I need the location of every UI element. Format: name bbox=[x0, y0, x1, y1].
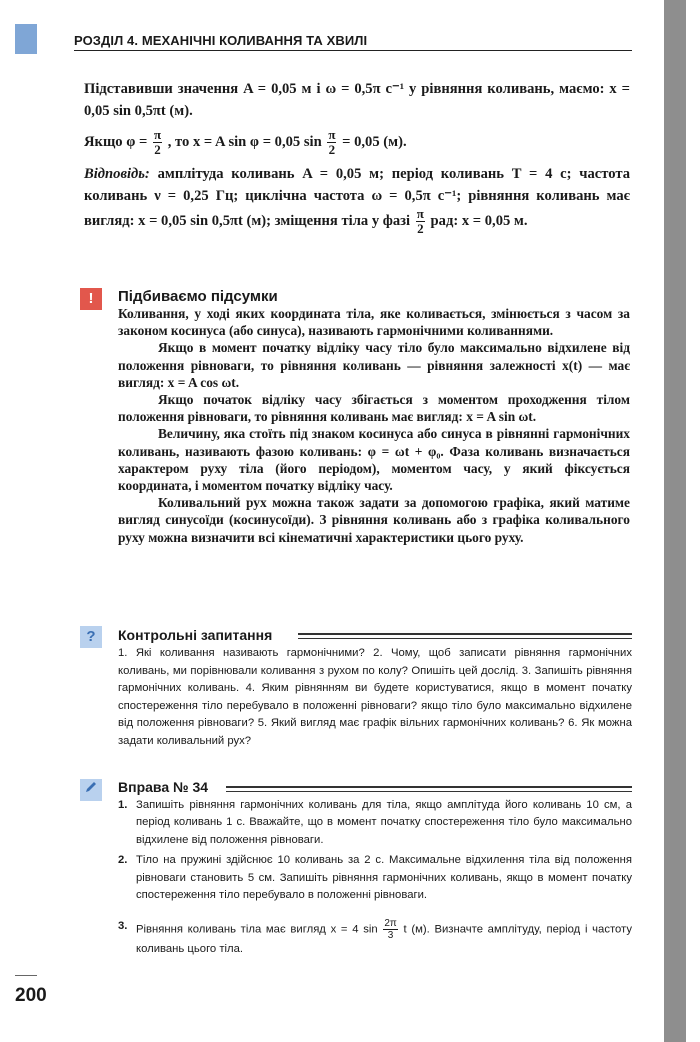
chapter-marker bbox=[15, 24, 37, 54]
example-p2-part-c: = 0,05 (м). bbox=[342, 133, 407, 150]
example-p2-part-b: , то x = A sin φ = 0,05 sin bbox=[167, 133, 322, 150]
frac-numerator: π bbox=[416, 206, 424, 221]
answer-text: амплітуда коливань A = 0,05 м; період коливань T = 4 с; частота коливань ν = 0,25 Гц; циклічна частота ω = 0,5π с⁻¹; рівняння коливань має вигляд: x = 0,05 sin 0,5πt (м); зміщення тіла у фазі bbox=[84, 166, 631, 229]
fraction-pi-over-2 bbox=[327, 128, 336, 157]
exercise-text-part-a: Рівняння коливань тіла має вигляд x = 4 sin bbox=[136, 923, 378, 936]
exercise-item bbox=[118, 852, 632, 904]
frac-denominator: 2 bbox=[328, 142, 336, 157]
header-divider bbox=[74, 50, 632, 51]
fraction-pi-over-2 bbox=[416, 207, 425, 236]
summary-paragraph: Якщо в момент початку відліку часу тіло було максимально відхилене від положення рівноваги, то рівняння коливань — рівняння залежності x(t) — має вигляд: x = A cos ωt. bbox=[118, 340, 630, 390]
frac-numerator: π bbox=[328, 127, 336, 142]
summary-title: Підбиваємо підсумки bbox=[118, 288, 278, 305]
frac-numerator: 2π bbox=[384, 918, 397, 930]
page-number: 200 bbox=[15, 985, 47, 1006]
questions-body: 1. Які коливання називають гармонічними? 2. Чому, щоб записати рівняння гармонічних коливань, ми порівнювали коливання з рухом по колу? Опишіть цей дослід. 3. Запишіть рівняння гармонічних коливань. 4. Яким рівнянням ви будете користуватися, якщо в момент початку спостереження тіло перебувало в положенні рівноваги? якщо тіло було максимально відхилене від положення рівноваги? 5. Який вигляд має графік вільних гармонічних коливань? 6. Як можна задати коливальний рух? bbox=[118, 647, 632, 747]
exercise-item bbox=[118, 918, 632, 958]
exercise-text: Тіло на пружині здійснює 10 коливань за 2 с. Максимальне відхилення тіла від положення рівноваги становить 5 см. Запишіть рівняння гармонічних коливань, якщо в момент початку спостереження тіло перебувало в положенні рівноваги. bbox=[136, 854, 632, 902]
exercise-title-rule bbox=[226, 786, 632, 792]
exercise-text-part-b: t (м). Визначте амплітуду, період і частоту коливань цього тіла. bbox=[136, 923, 633, 956]
page-number-mark bbox=[15, 975, 37, 976]
answer-paragraph bbox=[84, 163, 630, 236]
summary-paragraph: Якщо початок відліку часу збігається з моментом проходження тілом положення рівноваги, то рівняння коливань має вигляд: x = A sin ωt. bbox=[118, 392, 630, 425]
questions-title-rule bbox=[298, 633, 632, 639]
page-edge-bar bbox=[664, 0, 686, 1042]
frac-denominator: 2 bbox=[154, 142, 161, 157]
exercise-text bbox=[136, 918, 632, 958]
exclamation-icon: ! bbox=[80, 288, 102, 310]
worked-example bbox=[84, 78, 630, 236]
pencil-icon-glyph bbox=[83, 779, 99, 795]
answer-label: Відповідь: bbox=[84, 166, 150, 182]
exercise-text: Запишіть рівняння гармонічних коливань для тіла, якщо амплітуда його коливань 10 см, а період коливань 1 с. Вважайте, що в момент початку спостереження тіло було максимально відхилене від положення рівноваги. bbox=[136, 799, 632, 846]
exercise-title: Вправа № 34 bbox=[118, 779, 209, 795]
exercise-number: 2. bbox=[118, 854, 128, 867]
summary-paragraph: Величину, яка стоїть під знаком косинуса або синуса в рівнянні гармонічних коливань, називають фазою коливань: φ = ωt + φ₀. Фаза коливань визначається характером руху тіла (його періодом), моментом часу, у який фіксується координата, і моментом початку відліку часу. bbox=[118, 426, 630, 494]
pencil-icon bbox=[80, 779, 102, 801]
exercise-item bbox=[118, 797, 632, 849]
example-paragraph-1: Підставивши значення A = 0,05 м і ω = 0,5π с⁻¹ у рівняння коливань, маємо: x = 0,05 sin 0,5πt (м). bbox=[84, 81, 630, 119]
chapter-title: РОЗДІЛ 4. МЕХАНІЧНІ КОЛИВАННЯ ТА ХВИЛІ bbox=[74, 33, 368, 48]
exercise-number: 3. bbox=[118, 920, 128, 933]
fraction-pi-over-2 bbox=[153, 128, 162, 157]
exercise-number: 1. bbox=[118, 799, 128, 811]
summary-paragraph: Коливання, у ході яких координата тіла, яке коливається, змінюється з часом за законом косинуса (або синуса), називають гармонічними коливаннями. bbox=[118, 306, 630, 339]
frac-numerator: π bbox=[153, 127, 162, 142]
question-icon: ? bbox=[80, 626, 102, 648]
example-paragraph-2 bbox=[84, 128, 630, 157]
questions-title: Контрольні запитання bbox=[118, 627, 273, 643]
example-p2-part-a: Якщо φ = bbox=[84, 133, 148, 150]
frac-denominator: 3 bbox=[387, 930, 394, 942]
answer-tail: рад: x = 0,05 м. bbox=[430, 212, 528, 229]
exercise-list bbox=[118, 797, 632, 962]
summary-body bbox=[118, 305, 630, 546]
summary-paragraph: Коливальний рух можна також задати за допомогою графіка, який матиме вигляд синусоїди (косинусоїди). З рівняння коливань або з графіка коливального руху можна визначити всі кінематичні характеристики цього руху. bbox=[118, 495, 630, 545]
frac-denominator: 2 bbox=[417, 221, 424, 236]
fraction-2pi-over-3 bbox=[383, 918, 397, 941]
